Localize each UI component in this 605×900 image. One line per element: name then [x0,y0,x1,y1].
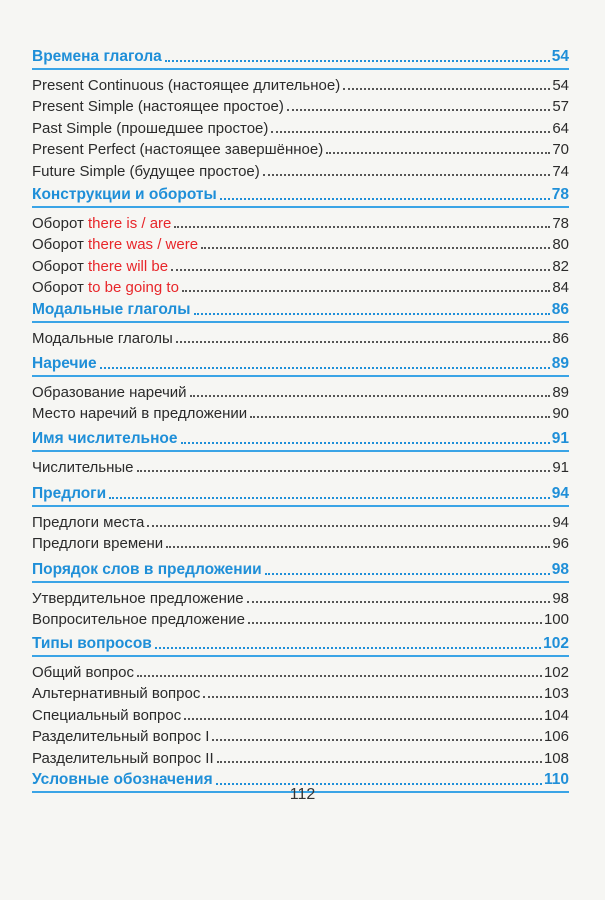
entry-text: Оборот [32,215,88,232]
entry-title [32,120,268,137]
entry-text: Общий вопрос [32,664,134,681]
section-title: Типы вопросов [32,635,152,652]
entry-title [32,141,323,158]
entry-title [32,98,284,115]
section-title: Наречие [32,355,97,372]
entry-title [32,685,200,702]
dot-leader [109,496,550,499]
entry-page: 89 [552,384,569,401]
entry-text: Образование наречий [32,384,187,401]
page-number: 112 [289,786,316,803]
section-page: 54 [551,48,569,65]
toc-entry[interactable] [32,231,569,253]
entry-text: Оборот [32,279,88,297]
entry-text: Место наречий в предложении [32,405,248,423]
entry-text: Оборот [32,236,88,254]
entry-text: Утвердительное предложение [32,590,244,607]
entry-page: 57 [552,98,569,116]
dot-leader [326,151,550,154]
dot-leader [155,646,541,649]
section-heading[interactable] [32,44,569,66]
entry-page: 70 [552,141,569,159]
toc-entry[interactable] [32,745,569,767]
toc-entry[interactable] [32,136,569,158]
toc-entry[interactable] [32,325,569,347]
dot-leader [181,441,550,444]
entry-text: Оборот [32,257,88,275]
toc-entry[interactable] [32,93,569,115]
toc-entry[interactable] [32,210,569,232]
dot-leader [194,312,550,315]
section-title: Модальные глаголы [32,301,191,318]
dot-leader [216,782,542,785]
entry-title [32,215,171,232]
entry-page: 108 [543,749,569,767]
section-heading[interactable] [32,426,569,448]
entry-title [32,707,181,724]
entry-title [32,535,163,552]
entry-text: Предлоги места [32,514,145,531]
entry-accent: there was / were [88,236,199,254]
toc-entry[interactable] [32,274,569,296]
section-divider [32,505,569,507]
section-heading[interactable] [32,631,569,653]
section-heading[interactable] [32,557,569,579]
entry-text: Вопросительное предложение [32,611,245,629]
dot-leader [265,572,550,575]
entry-page: 100 [543,611,569,629]
entry-accent: there will be [88,257,169,275]
section-divider [32,68,569,70]
section-heading[interactable] [32,182,569,204]
entry-text: Разделительный вопрос II [32,749,214,767]
section-page: 78 [551,186,569,203]
dot-leader [271,130,550,133]
entry-page: 91 [552,459,569,476]
entry-title [32,514,144,531]
toc-entry[interactable] [32,585,569,607]
dot-leader [182,289,550,292]
section-title: Условные обозначения [32,771,213,788]
dot-leader [287,108,550,111]
dot-leader [176,340,550,343]
section-page: 110 [543,771,569,788]
section-page: 98 [551,561,569,578]
entry-page: 94 [552,514,569,531]
entry-text: Present Continuous (настоящее длительное) [32,77,341,94]
entry-accent: there is / are [88,215,172,232]
entry-page: 102 [543,664,569,681]
dot-leader [190,394,551,397]
entry-page: 78 [552,215,569,232]
entry-text: Модальные глаголы [32,330,173,347]
section-title: Конструкции и обороты [32,186,217,203]
toc-entry[interactable] [32,72,569,94]
toc-entry[interactable] [32,454,569,476]
entry-page: 86 [552,330,569,347]
dot-leader [203,695,542,698]
entry-title [32,459,134,476]
section-title: Имя числительное [32,430,178,447]
entry-title [32,750,214,767]
entry-accent: to be going to [88,279,179,297]
section-divider [32,206,569,208]
toc-entry[interactable] [32,530,569,552]
section-title: Порядок слов в предложении [32,561,262,578]
entry-title [32,258,168,275]
section-page: 89 [551,355,569,372]
dot-leader [247,600,551,603]
section-heading[interactable] [32,351,569,373]
dot-leader [248,621,542,624]
entry-page: 80 [552,236,569,254]
section-page: 94 [551,485,569,502]
entry-title [32,611,245,628]
entry-page: 74 [552,162,569,180]
toc-entry[interactable] [32,702,569,724]
dot-leader [263,173,551,176]
entry-text: Present Perfect (настоящее завершённое) [32,141,324,159]
entry-title [32,590,244,607]
entry-page: 103 [543,685,569,703]
toc-entry[interactable] [32,659,569,681]
entry-page: 98 [552,590,569,607]
entry-title [32,77,340,94]
dot-leader [174,225,550,228]
dot-leader [137,674,542,677]
entry-text: Альтернативный вопрос [32,685,201,703]
section-divider [32,450,569,452]
entry-title [32,163,260,180]
entry-page: 104 [543,706,569,724]
toc-entry[interactable] [32,680,569,702]
section-heading[interactable] [32,297,569,319]
section-divider [32,655,569,657]
entry-title [32,236,198,253]
entry-page: 90 [552,405,569,423]
toc-entry[interactable] [32,158,569,180]
toc-entry[interactable] [32,253,569,275]
entry-text: Числительные [32,459,134,476]
entry-page: 106 [543,728,569,746]
entry-title [32,728,209,745]
dot-leader [171,268,550,271]
dot-leader [137,469,551,472]
section-page: 91 [551,430,569,447]
entry-page: 82 [552,257,569,275]
dot-leader [217,760,542,763]
dot-leader [250,415,550,418]
dot-leader [343,87,550,90]
entry-text: Future Simple (будущее простое) [32,162,260,180]
toc-entry[interactable] [32,606,569,628]
entry-title [32,664,134,681]
entry-page: 96 [552,535,569,553]
section-title: Времена глагола [32,48,162,65]
toc-entry[interactable] [32,115,569,137]
entry-text: Разделительный вопрос I [32,728,210,746]
dot-leader [165,59,550,62]
section-divider [32,581,569,583]
entry-text: Past Simple (прошедшее простое) [32,119,269,137]
toc-entry[interactable] [32,400,569,422]
dot-leader [100,366,550,369]
section-divider [32,375,569,377]
dot-leader [201,246,550,249]
dot-leader [184,717,542,720]
toc-entry[interactable] [32,379,569,401]
dot-leader [147,524,550,527]
section-page: 86 [551,301,569,318]
section-divider [32,321,569,323]
section-heading[interactable] [32,481,569,503]
section-title: Предлоги [32,485,107,502]
entry-title [32,405,247,422]
toc-entry[interactable] [32,509,569,531]
entry-page: 84 [552,279,569,297]
entry-page: 64 [552,119,569,137]
toc-entry[interactable] [32,723,569,745]
entry-title [32,279,179,296]
dot-leader [212,738,542,741]
entry-text: Present Simple (настоящее простое) [32,98,284,116]
entry-text: Предлоги времени [32,535,164,553]
entry-title [32,384,187,401]
section-page: 102 [543,635,569,652]
dot-leader [220,197,550,200]
dot-leader [166,545,550,548]
entry-title [32,330,173,347]
entry-page: 54 [552,77,569,94]
entry-text: Специальный вопрос [32,706,182,724]
